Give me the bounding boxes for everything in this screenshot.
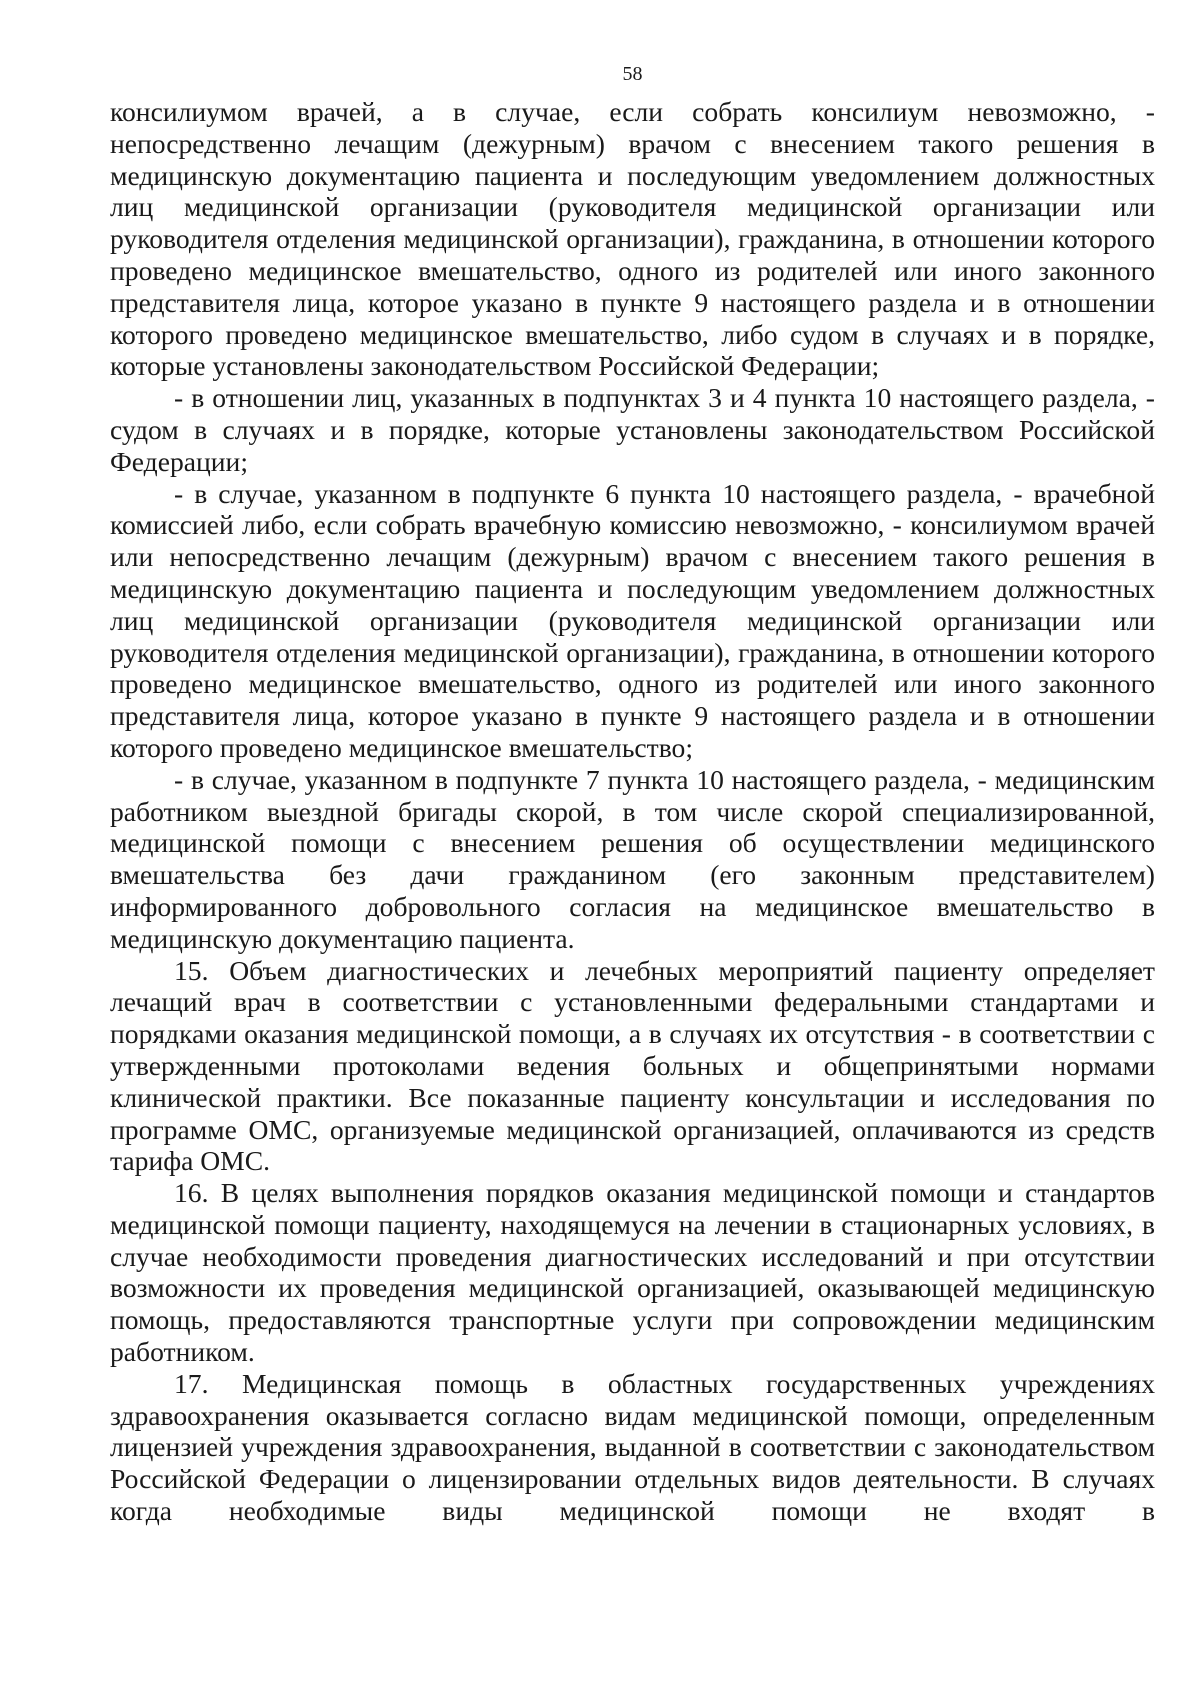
paragraph-continuation: консилиумом врачей, а в случае, если собрать консилиум невозможно, - непосредственно лечащим (дежурным) врачом с внесением такого решения в медицинскую документацию пациента и последующим уведомлением должностных лиц медицинской организации (руководителя медицинской организации или руководителя отделения медицинской организации), гражданина, в отношении которого проведено медицинское вмешательство, одного из родителей или иного законного представителя лица, которое указано в пункте 9 настоящего раздела и в отношении которого проведено медицинское вмешательство, либо судом в случаях и в порядке, которые установлены законодательством Российской Федерации; — [110, 96, 1155, 382]
paragraph-subpoint-7: - в случае, указанном в подпункте 7 пункта 10 настоящего раздела, - медицинским работником выездной бригады скорой, в том числе скорой специализированной, медицинской помощи с внесением решения об осуществлении медицинского вмешательства без дачи гражданином (его законным представителем) информированного добровольного согласия на медицинское вмешательство в медицинскую документацию пациента. — [110, 763, 1155, 954]
paragraph-item-15: 15. Объем диагностических и лечебных мероприятий пациенту определяет лечащий врач в соответствии с установленными федеральными стандартами и порядками оказания медицинской помощи, а в случаях их отсутствия - в соответствии с утвержденными протоколами ведения больных и общепринятыми нормами клинической практики. Все показанные пациенту консультации и исследования по программе ОМС, организуемые медицинской организацией, оплачиваются из средств тарифа ОМС. — [110, 954, 1155, 1177]
paragraph-subpoint-6: - в случае, указанном в подпункте 6 пункта 10 настоящего раздела, - врачебной комиссией либо, если собрать врачебную комиссию невозможно, - консилиумом врачей или непосредственно лечащим (дежурным) врачом с внесением такого решения в медицинскую документацию пациента и последующим уведомлением должностных лиц медицинской организации (руководителя медицинской организации или руководителя отделения медицинской организации), гражданина, в отношении которого проведено медицинское вмешательство, одного из родителей или иного законного представителя лица, которое указано в пункте 9 настоящего раздела и в отношении которого проведено медицинское вмешательство; — [110, 477, 1155, 763]
page-number: 58 — [622, 63, 643, 85]
document-page — [110, 62, 1155, 1527]
paragraph-subpoint-3-4: - в отношении лиц, указанных в подпунктах 3 и 4 пункта 10 настоящего раздела, - судом в случаях и в порядке, которые установлены законодательством Российской Федерации; — [110, 382, 1155, 477]
paragraph-item-17: 17. Медицинская помощь в областных государственных учреждениях здравоохранения оказывается согласно видам медицинской помощи, определенным лицензией учреждения здравоохранения, выданной в соответствии с законодательством Российской Федерации о лицензировании отдельных видов деятельности. В случаях когда необходимые виды медицинской помощи не входят в — [110, 1367, 1155, 1527]
paragraph-item-16: 16. В целях выполнения порядков оказания медицинской помощи и стандартов медицинской помощи пациенту, находящемуся на лечении в стационарных условиях, в случае необходимости проведения диагностических исследований и при отсутствии возможности их проведения медицинской организацией, оказывающей медицинскую помощь, предоставляются транспортные услуги при сопровождении медицинским работником. — [110, 1177, 1155, 1368]
